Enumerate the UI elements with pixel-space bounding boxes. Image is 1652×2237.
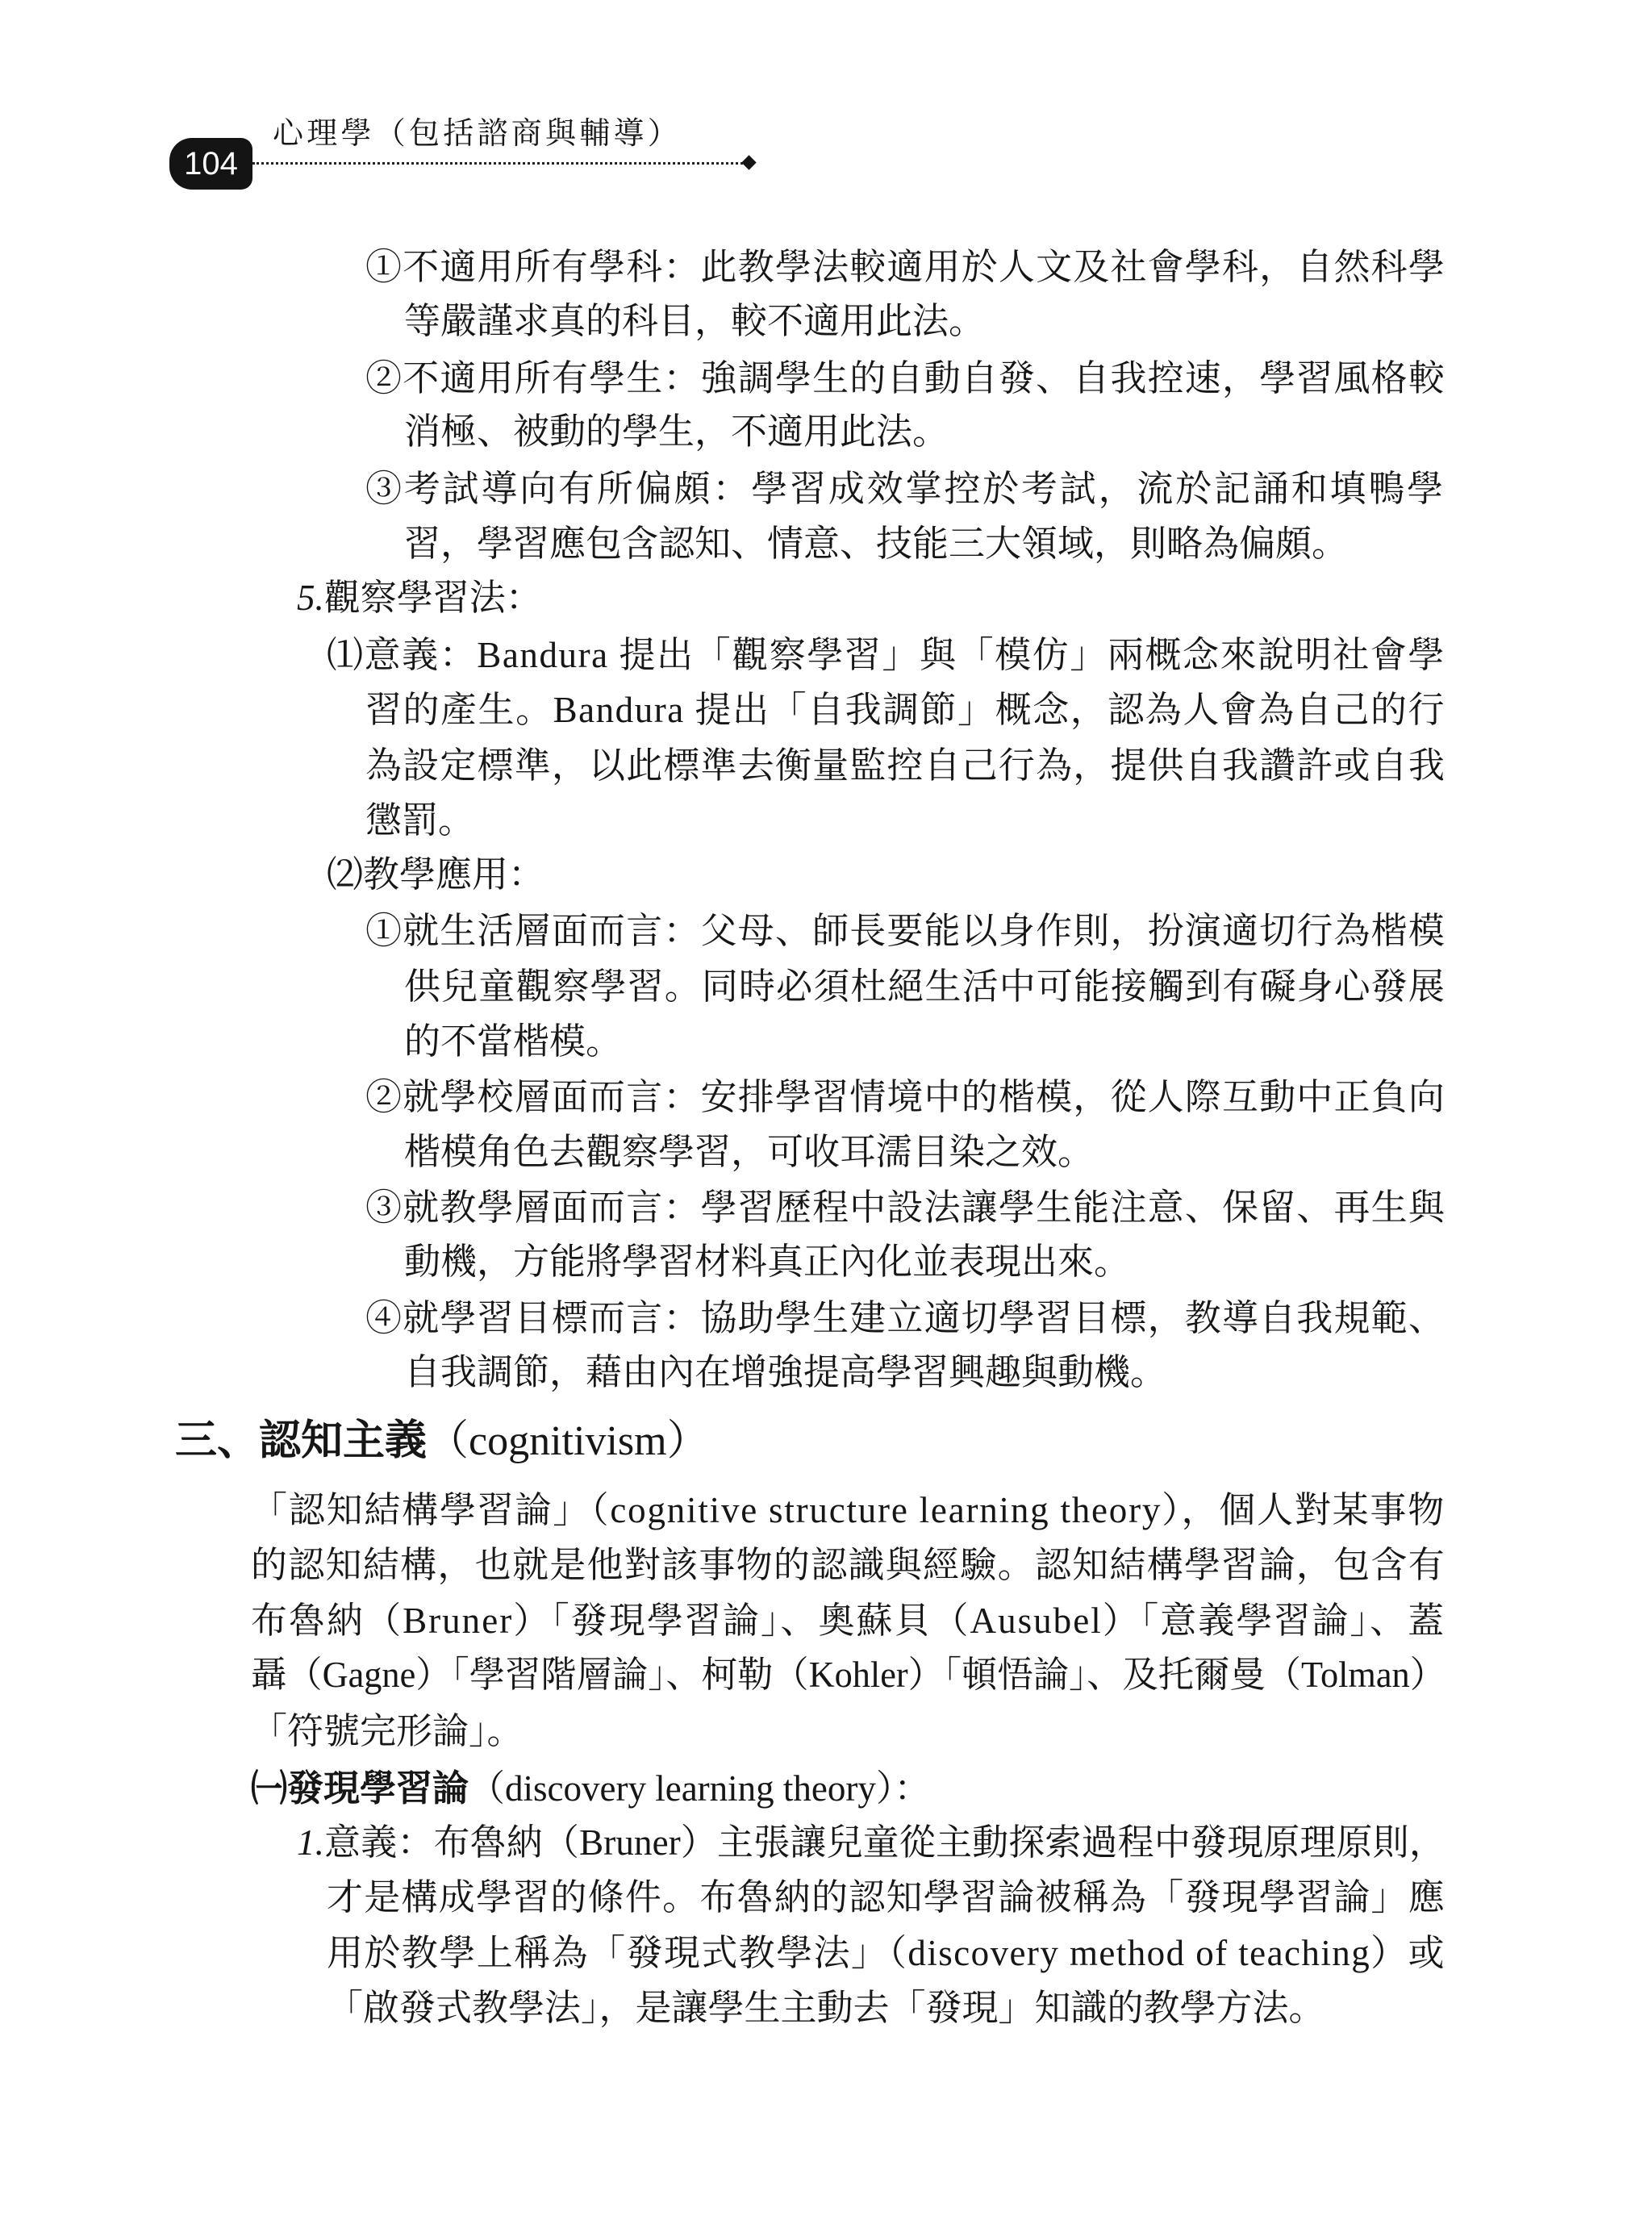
line-text: 消極、被動的學生，不適用此法。	[404, 411, 949, 452]
text-line	[365, 741, 1446, 790]
line-text: 的認知結構，也就是他對該事物的認識與經驗。認知結構學習論，包含有	[251, 1545, 1446, 1585]
text-line	[251, 1596, 1446, 1645]
line-text: 動機，方能將學習材料真正內化並表現出來。	[404, 1242, 1131, 1282]
subsection-title	[327, 850, 1446, 899]
text-line	[365, 1183, 1446, 1232]
subsection-heading	[251, 1764, 1446, 1813]
diamond-ornament-icon	[741, 155, 756, 169]
running-title-text: 心理學（包括諮商與輔導）	[273, 117, 682, 151]
text-line	[297, 1818, 1446, 1867]
line-text: 楷模角色去觀察學習，可收耳濡目染之效。	[404, 1132, 1095, 1172]
line-body: 意義：布魯納（Bruner）主張讓兒童從主動探索過程中發現原理原則，	[324, 1822, 1446, 1863]
section-title-text	[297, 574, 542, 622]
page-number: 104	[184, 146, 238, 182]
text-line	[404, 1128, 1446, 1176]
line-text: 「符號完形論」。	[251, 1711, 524, 1751]
line-text: ④就學習目標而言：協助學生建立適切學習目標，教導自我規範、	[365, 1298, 1446, 1338]
text-line	[327, 1873, 1446, 1922]
text-line	[365, 1073, 1446, 1121]
line-text: 才是構成學習的條件。布魯納的認知學習論被稱為「發現學習論」應	[327, 1877, 1446, 1918]
chapter-heading-zh: 三、認知主義	[175, 1418, 428, 1464]
text-line	[251, 1486, 1446, 1534]
text-line	[404, 962, 1446, 1011]
text-line	[327, 1929, 1446, 1977]
line-text: 習的產生。Bandura 提出「自我調節」概念，認為人會為自己的行	[365, 690, 1446, 730]
section-label: 觀察學習法：	[323, 578, 542, 618]
header-dotted-rule	[252, 162, 743, 165]
text-line	[327, 1984, 1446, 2032]
line-text: 為設定標準，以此標準去衡量監控自己行為，提供自我讚許或自我	[365, 745, 1446, 786]
line-text: ①就生活層面而言：父母、師長要能以身作則，扮演適切行為楷模	[365, 911, 1446, 951]
line-text: 等嚴謹求真的科目，較不適用此法。	[404, 301, 986, 341]
text-line	[365, 907, 1446, 955]
chapter-heading-en: （cognitivism）	[427, 1418, 709, 1464]
section-number: 5.	[297, 578, 324, 618]
text-line	[365, 796, 1446, 845]
line-text: 供兒童觀察學習。同時必須杜絕生活中可能接觸到有礙身心發展	[404, 966, 1446, 1007]
chapter-heading	[175, 1413, 1446, 1471]
line-text: 習，學習應包含認知、情意、技能三大領域，則略為偏頗。	[404, 524, 1349, 564]
subsection-heading-zh: ㈠發現學習論	[251, 1768, 469, 1809]
line-text: ②不適用所有學生：強調學生的自動自發、自我控速，學習風格較	[365, 358, 1446, 399]
text-line	[404, 1017, 1446, 1066]
line-text	[297, 1818, 1446, 1867]
line-text: ③考試導向有所偏頗：學習成效掌控於考試，流於記誦和填鴨學	[365, 469, 1446, 509]
line-text: 自我調節，藉由內在增強提高學習興趣與動機。	[404, 1352, 1167, 1392]
text-line	[404, 297, 1446, 345]
line-text: ②就學校層面而言：安排學習情境中的楷模，從人際互動中正負向	[365, 1077, 1446, 1117]
text-line	[404, 1348, 1446, 1396]
line-text: ①不適用所有學科：此教學法較適用於人文及社會學科，自然科學	[365, 247, 1446, 287]
text-line	[251, 1651, 1446, 1699]
text-line	[404, 1237, 1446, 1286]
text-line	[404, 520, 1446, 568]
text-line	[404, 407, 1446, 456]
line-text: 布魯納（Bruner）「發現學習論」、奧蘇貝（Ausubel）「意義學習論」、蓋	[251, 1601, 1446, 1641]
line-text: 「啟發式教學法」，是讓學生主動去「發現」知識的教學方法。	[327, 1988, 1325, 2028]
section-title	[297, 574, 1446, 622]
chapter-heading-text	[175, 1413, 709, 1471]
text-line	[365, 1294, 1446, 1342]
line-text: 懲罰。	[365, 800, 475, 841]
line-text: ③就教學層面而言：學習歷程中設法讓學生能注意、保留、再生與	[365, 1187, 1446, 1228]
line-text: 聶（Gagne）「學習階層論」、柯勒（Kohler）「頓悟論」、及托爾曼（Tolman）	[251, 1655, 1446, 1695]
line-text: 的不當楷模。	[404, 1021, 623, 1062]
subsection-heading-text	[251, 1764, 930, 1813]
text-line	[365, 686, 1446, 734]
running-title	[273, 111, 682, 157]
line-text: 「認知結構學習論」（cognitive structure learning theory），個人對某事物	[251, 1490, 1446, 1530]
line-text: 用於教學上稱為「發現式教學法」（discovery method of teaching）或	[327, 1933, 1446, 1973]
page-number-badge	[169, 138, 252, 190]
item-number: 1.	[297, 1822, 325, 1863]
line-text: ⑵教學應用：	[327, 854, 545, 895]
text-line	[327, 631, 1446, 679]
text-line	[365, 354, 1446, 403]
text-line	[251, 1541, 1446, 1589]
text-line	[365, 465, 1446, 513]
subsection-heading-en: （discovery learning theory）：	[469, 1768, 931, 1809]
text-line	[251, 1707, 1446, 1755]
line-text: ⑴意義：Bandura 提出「觀察學習」與「模仿」兩概念來說明社會學	[327, 635, 1446, 675]
text-line	[365, 243, 1446, 291]
